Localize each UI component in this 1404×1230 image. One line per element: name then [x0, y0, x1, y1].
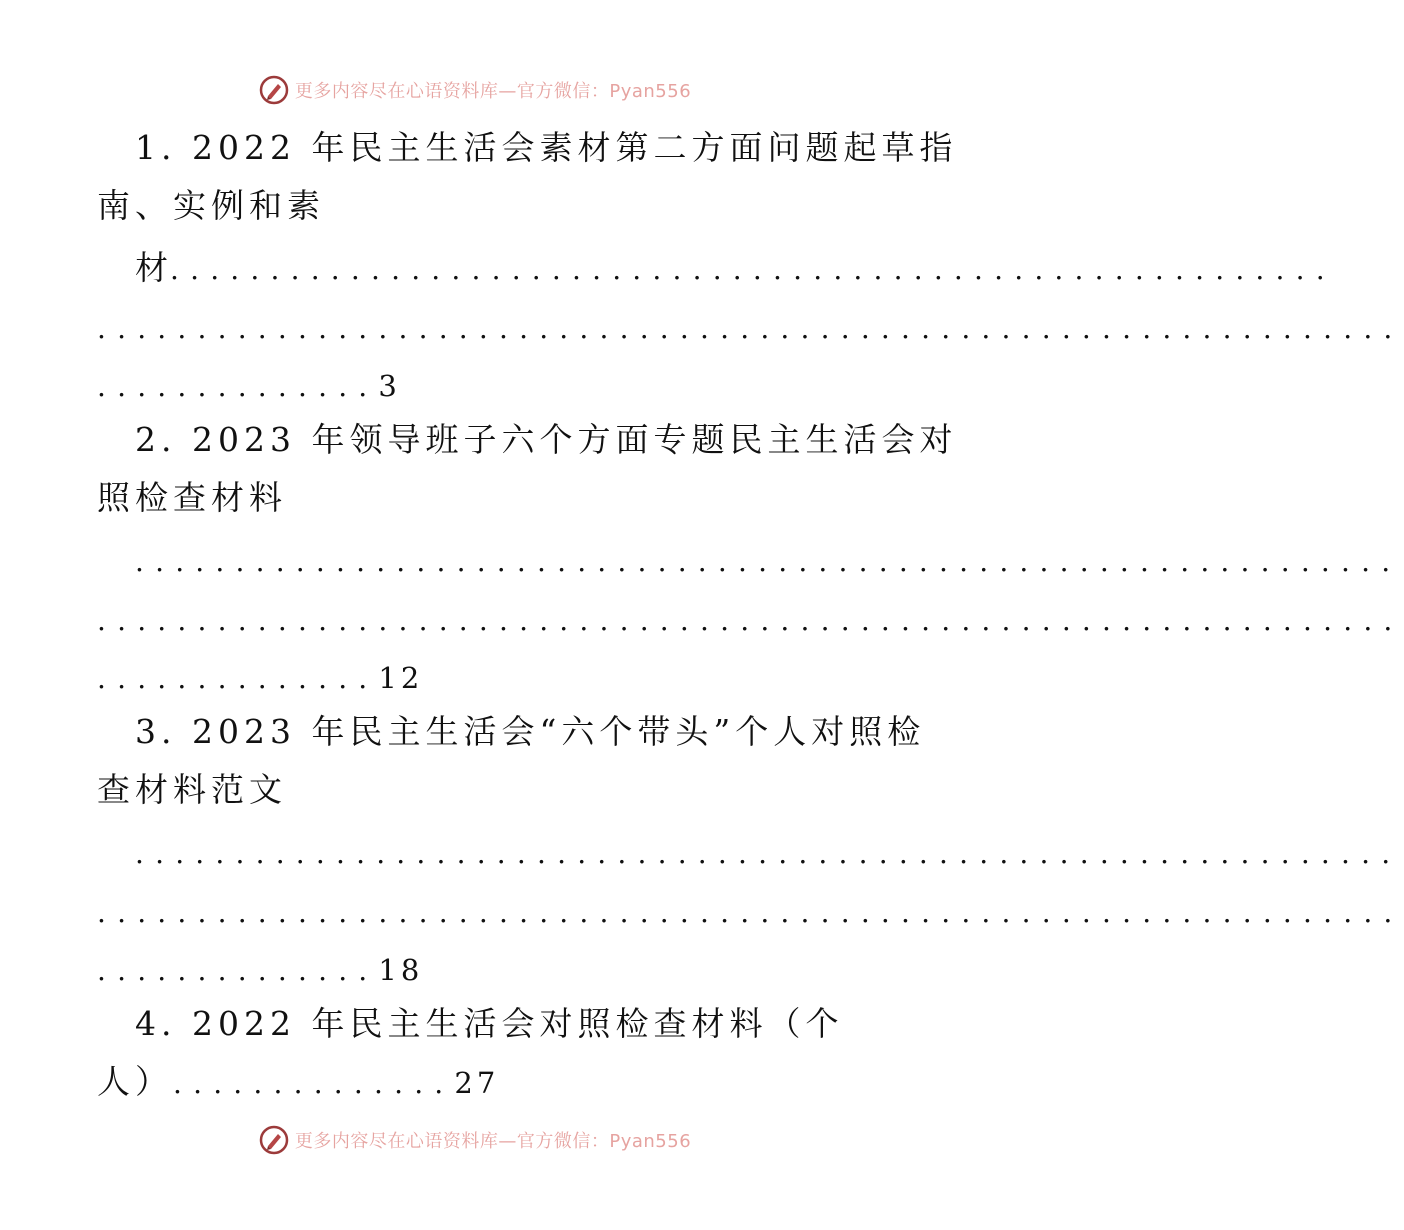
toc-entry-1-line3[interactable]: [135, 248, 173, 288]
watermark-text: 更多内容尽在心语资料库—官方微信：Pyan556: [294, 81, 692, 102]
toc-page-number: 3: [378, 369, 401, 403]
toc-entry-title: 2022 年民主生活会素材第二方面问题起草指: [192, 128, 958, 167]
leader-dots-end: ..............3: [97, 369, 401, 403]
leader-dots: .................................................................: [97, 604, 1404, 637]
toc-entry-title-cont: 照检查材料: [97, 478, 287, 517]
leader-dots: ..........................................................: [170, 253, 1336, 286]
toc-entry-title-cont: 南、实例和素: [97, 186, 325, 225]
watermark-header: [0, 70, 950, 110]
leader-dots: .................................................................: [97, 312, 1404, 345]
leader-dots: ...............................................................: [135, 545, 1402, 578]
toc-entry-number: 1.: [135, 128, 177, 167]
toc-entry-title-cont: 材: [135, 248, 173, 287]
toc-entry-4-line1[interactable]: [135, 1004, 843, 1044]
toc-entry-title: 2023 年民主生活会“六个带头”个人对照检: [192, 712, 926, 751]
toc-entry-2-line1[interactable]: [135, 420, 957, 460]
toc-entry-3-line1[interactable]: [135, 712, 925, 752]
toc-entry-title: 2022 年民主生活会对照检查材料（个: [192, 1004, 844, 1043]
leader-dots: ...............................................................: [135, 837, 1402, 870]
leader-dots-end: ..............12: [97, 661, 424, 695]
leader-dots-end: ..............18: [97, 953, 424, 987]
toc-entry-1-line2[interactable]: [97, 186, 325, 226]
toc-entry-title-cont: 人）: [97, 1062, 173, 1101]
toc-entry-title: 2023 年领导班子六个方面专题民主生活会对: [192, 420, 958, 459]
watermark-text: 更多内容尽在心语资料库—官方微信：Pyan556: [294, 1131, 692, 1152]
toc-entry-number: 4.: [135, 1004, 177, 1043]
pen-logo-icon: [259, 1125, 289, 1155]
pen-logo-icon: [259, 75, 289, 105]
toc-entry-1-line1[interactable]: [135, 128, 957, 168]
leader-dots: ..............: [173, 1067, 455, 1100]
toc-entry-3-line2[interactable]: [97, 770, 287, 810]
toc-entry-2-line2[interactable]: [97, 478, 287, 518]
toc-entry-title-cont: 查材料范文: [97, 770, 287, 809]
toc-entry-number: 3.: [135, 712, 177, 751]
toc-entry-number: 2.: [135, 420, 177, 459]
toc-page-number: 18: [378, 953, 424, 987]
toc-entry-4-line2[interactable]: [97, 1062, 499, 1104]
toc-page-number: 27: [454, 1066, 500, 1100]
toc-page-number: 12: [378, 661, 424, 695]
watermark-footer: [0, 1120, 950, 1160]
leader-dots: .................................................................: [97, 896, 1404, 929]
